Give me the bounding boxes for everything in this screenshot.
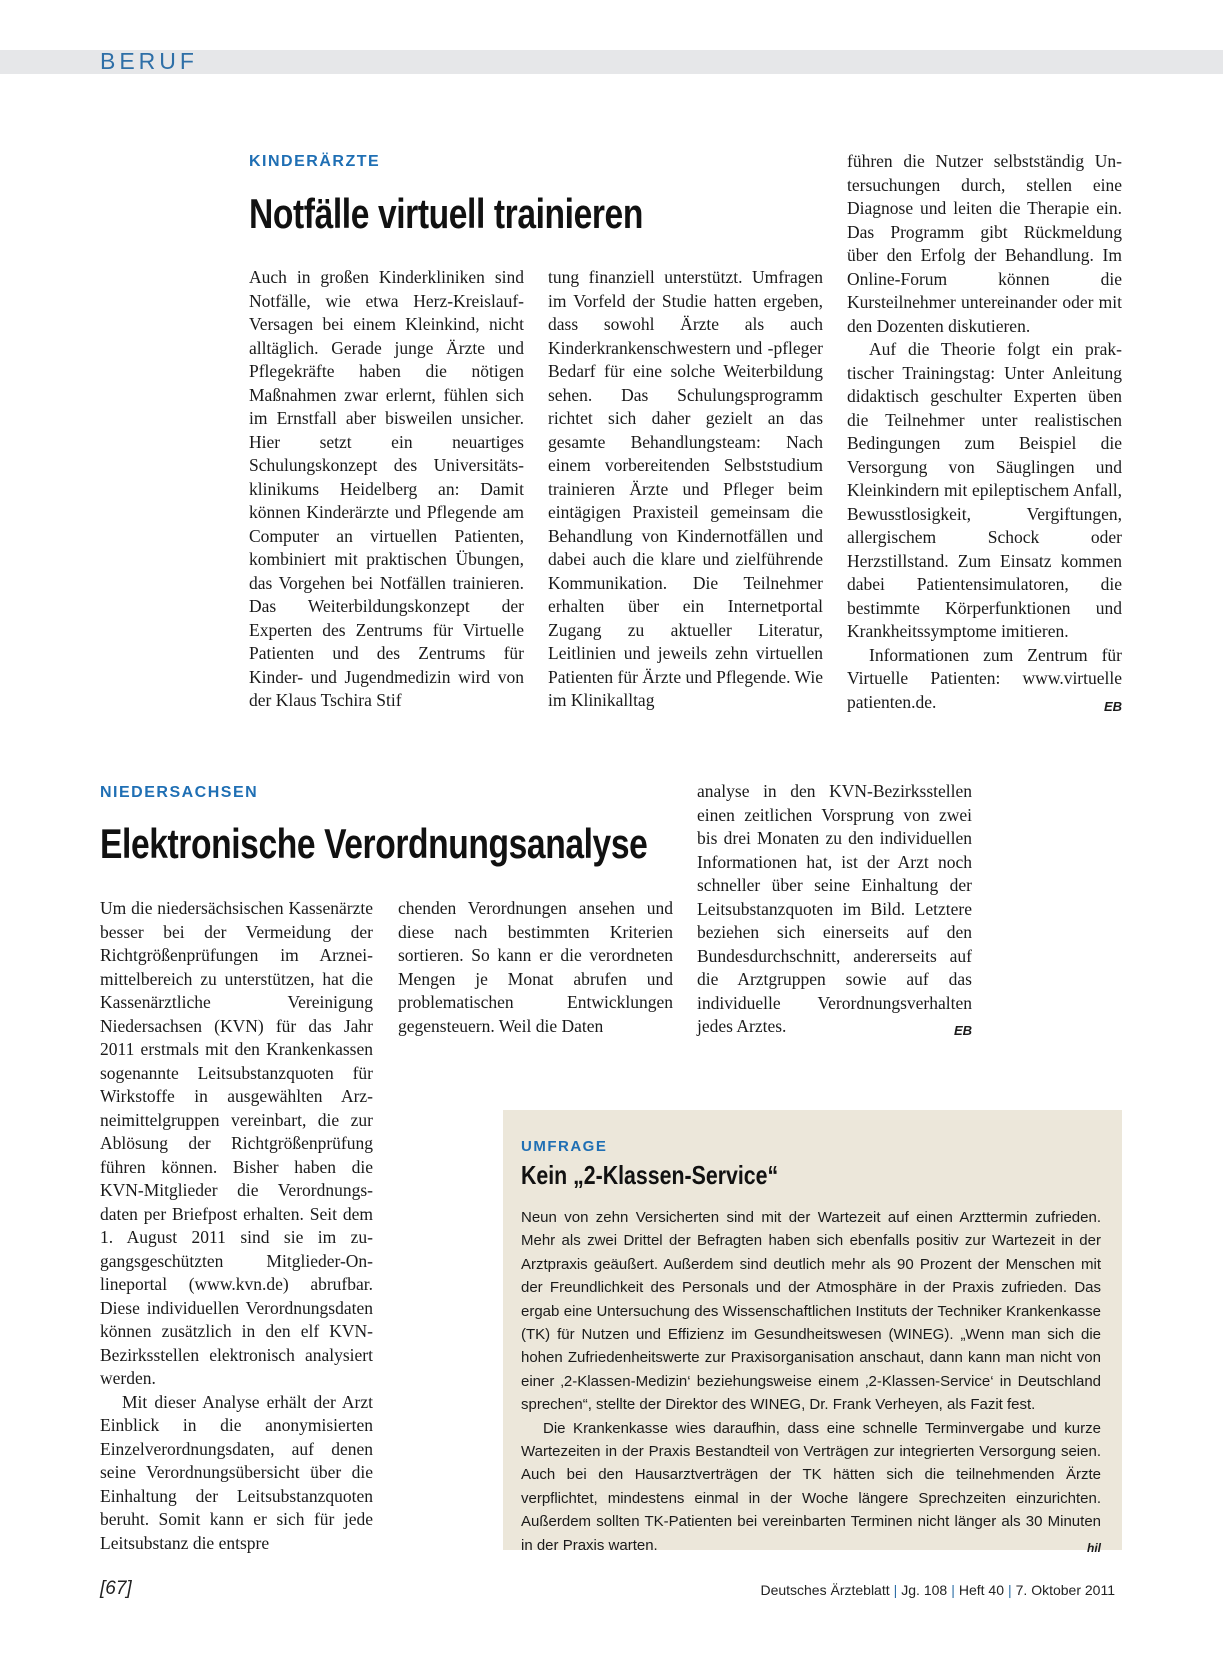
survey-box-title: Kein „2-Klassen-Service“ xyxy=(521,1160,779,1190)
survey-box-para1: Neun von zehn Versicherten sind mit der Wartezeit auf einen Arzttermin zufrieden. Mehr als zwei Drittel der Befragten haben sich ebenfalls positiv zur Wartezeit in der Arztpraxis geäußert. Außerdem sind deutlich mehr als 90 Prozent der Menschen mit der Freundlichkeit des Personals und der Atmosphäre in der Praxis zufrieden. Das ergab eine Untersuchung des Wissenschaftlichen Instituts der Techniker Krankenkasse (TK) für Nutzen und Effizienz im Gesundheitswesen (WINEG). „Wenn man sich die hohen Zufriedenheitswerte zur Praxisorganisation anschaut, dann kann man nicht von einer ‚2-Klassen-Medizin‘ beziehungsweise einem ‚2-Klassen-Service‘ in Deutschland sprechen“, stellte der Direktor des WINEG, Dr. Frank Verheyen, als Fazit fest. xyxy=(521,1209,1101,1414)
article1-col2-text: tung finanziell unterstützt. Umfragen im Vorfeld der Studie hatten ergeben, dass sowohl Ärzte als auch Kinderkrankenschwestern und -pfleger Bedarf für eine solche Weiterbildung sehen. Das Schulungsprogramm richtet sich daher gezielt an das gesamte Behandlungsteam: Nach einem vorbereitenden Selbststudium trainieren Ärzte und Pfleger beim eintägigen Praxisteil gemeinsam die Behandlung von Kindernotfällen und dabei auch die klare und zielführende Kommunikation. Die Teilnehmer erhalten über ein Internetportal Zugang zu aktueller Literatur, Leitlinien und jeweils zehn virtuellen Patienten für Ärzte und Pflegende. Wie im Klinikalltag xyxy=(548,267,823,710)
footer-journal: Deutsches Ärzteblatt xyxy=(760,1582,890,1598)
article1-col3-para3-text: Informationen zum Zentrum für Virtuelle Patienten: www.virtuelle patienten.de. xyxy=(847,644,1122,712)
page-number: [67] xyxy=(100,1578,132,1599)
article1-col1-text: Auch in großen Kinderkliniken sind Notfälle, wie etwa Herz-Kreislauf-Versagen bei einem Kleinkind, nicht alltäglich. Gerade junge Ärzte und Pflegekräfte haben die nötigen Maßnahmen zwar erlernt, fühlen sich im Ernstfall aber bisweilen unsicher. Hier setzt ein neuartiges Schulungskonzept des Universitätsklinikums Heidelberg an: Damit können Kinderärzte und Pflegende am Computer an virtuellen Patienten, kombiniert mit praktischen Übungen, das Vorgehen bei Notfällen trainieren. Das Weiterbildungskonzept der Experten des Zentrums für Virtuelle Patienten und des Zentrums für Kinder- und Jugendmedizin wird von der Klaus Tschira Stif xyxy=(249,267,524,710)
article2-author-sign: EB xyxy=(953,1023,972,1038)
article1-kicker: KINDERÄRZTE xyxy=(249,153,381,170)
article2-column-1 xyxy=(100,897,373,1555)
footer-volume: Jg. 108 xyxy=(901,1582,948,1598)
survey-box-author-sign: hil xyxy=(1087,1540,1101,1555)
article2-col3-text: analyse in den KVN-Bezirksstellen einen zeitlichen Vorsprung von zwei bis drei Monaten zu den individuellen Informationen hat, ist der Arzt noch schneller über seine Einhaltung der Leitsubstanzquoten im Bild. Letztere beziehen sich einerseits auf den Bundesdurchschnitt, andererseits auf die Arztgruppen sowie auf das individuelle Verordnungsverhalten jedes Arztes. xyxy=(697,781,972,1036)
article1-column-2 xyxy=(548,266,823,713)
survey-box-text xyxy=(521,1206,1101,1560)
article2-col2-text: chenden Verordnungen ansehen und diese nach bestimmten Kriterien sortieren. So kann er die verordneten Mengen je Monat abrufen und problematischen Entwicklungen gegensteuern. Weil die Daten xyxy=(398,898,673,1036)
footer-separator: | xyxy=(893,1582,898,1598)
footer-citation xyxy=(760,1582,1115,1598)
article1-column-1 xyxy=(249,266,524,713)
article1-col3-para1: führen die Nutzer selbstständig Untersuchungen durch, stellen eine Diagnose und leiten die Therapie ein. Das Programm gibt Rückmeldung über den Erfolg der Behandlung. Im Online-Forum können die Kursteilnehmer untereinander oder mit den Dozenten diskutieren. xyxy=(847,151,1122,336)
article1-column-3 xyxy=(847,150,1122,718)
article1-author-sign: EB xyxy=(1103,698,1122,714)
article2-column-2 xyxy=(398,897,673,1038)
article2-title: Elektronische Verordnungsanalyse xyxy=(100,820,648,867)
article2-col3-para xyxy=(697,780,972,1039)
article2-kicker: NIEDERSACHSEN xyxy=(100,784,259,801)
article2-column-3 xyxy=(697,780,972,1043)
article1-title: Notfälle virtuell trainieren xyxy=(249,190,643,237)
survey-box-kicker: UMFRAGE xyxy=(521,1138,608,1155)
footer-separator: | xyxy=(1007,1582,1012,1598)
survey-box-para2-text: Die Krankenkasse wies daraufhin, dass eine schnelle Terminvergabe und kurze Wartezeiten in der Praxis Bestandteil von Verträgen zur integrierten Versorgung seien. Auch bei den Hausarztverträgen der TK hätten sich die teilnehmenden Ärzte verpflichtet, mindestens einmal in der Woche längere Sprechzeiten einzurichten. Außerdem sollten TK-Patienten bei vereinbarten Terminen nicht länger als 30 Minuten in der Praxis warten. xyxy=(521,1419,1101,1554)
article1-col3-para3 xyxy=(847,644,1122,715)
article2-col1-para1: Um die niedersächsischen Kassenärzte besser bei der Vermeidung der Richtgrößenprüfungen im Arzneimittelbereich zu unterstützen, hat die Kassenärztliche Vereinigung Niedersachsen (KVN) für das Jahr 2011 erstmals mit den Krankenkassen sogenannte Leitsubstanzquoten für Wirkstoffe in ausgewählten Arzneimittelgruppen vereinbart, die zur Ablösung der Richtgrößenprüfung führen können. Bisher haben die KVN-Mitglieder die Verordnungsdaten per Briefpost erhalten. Seit dem 1. August 2011 sind sie im zugangsgeschützten Mitglieder-Onlineportal (www.kvn.de) abrufbar. Diese individuellen Verordnungsdaten können zusätzlich in den elf KVN-Bezirksstellen elektronisch analysiert werden. xyxy=(100,898,373,1388)
footer-date: 7. Oktober 2011 xyxy=(1015,1582,1115,1598)
section-label: BERUF xyxy=(100,48,198,74)
survey-box-para2 xyxy=(521,1417,1101,1557)
survey-box xyxy=(503,1110,1122,1555)
article2-col1-para2: Mit dieser Analyse erhält der Arzt Einblick in die anonymisierten Einzelverordnungsdaten, auf denen seine Verordnungsübersicht über die Einhaltung der Leitsubstanzquoten beruht. Somit kann er sich für jede Leitsubstanz die entspre xyxy=(100,1391,373,1553)
footer-issue: Heft 40 xyxy=(958,1582,1004,1598)
footer-separator: | xyxy=(951,1582,955,1598)
article1-col3-para2: Auf die Theorie folgt ein praktischer Trainingstag: Unter Anleitung didaktisch geschulter Experten üben die Teilnehmer unter realistischen Bedingungen zum Beispiel die Versorgung von Säuglingen und Kleinkindern mit epileptischem Anfall, Bewusstlosigkeit, Vergiftungen, allergischem Schock oder Herzstillstand. Zum Einsatz kommen dabei Patientensimulatoren, die bestimmte Körperfunktionen und Krankheitssymptome imitieren. xyxy=(847,339,1122,641)
